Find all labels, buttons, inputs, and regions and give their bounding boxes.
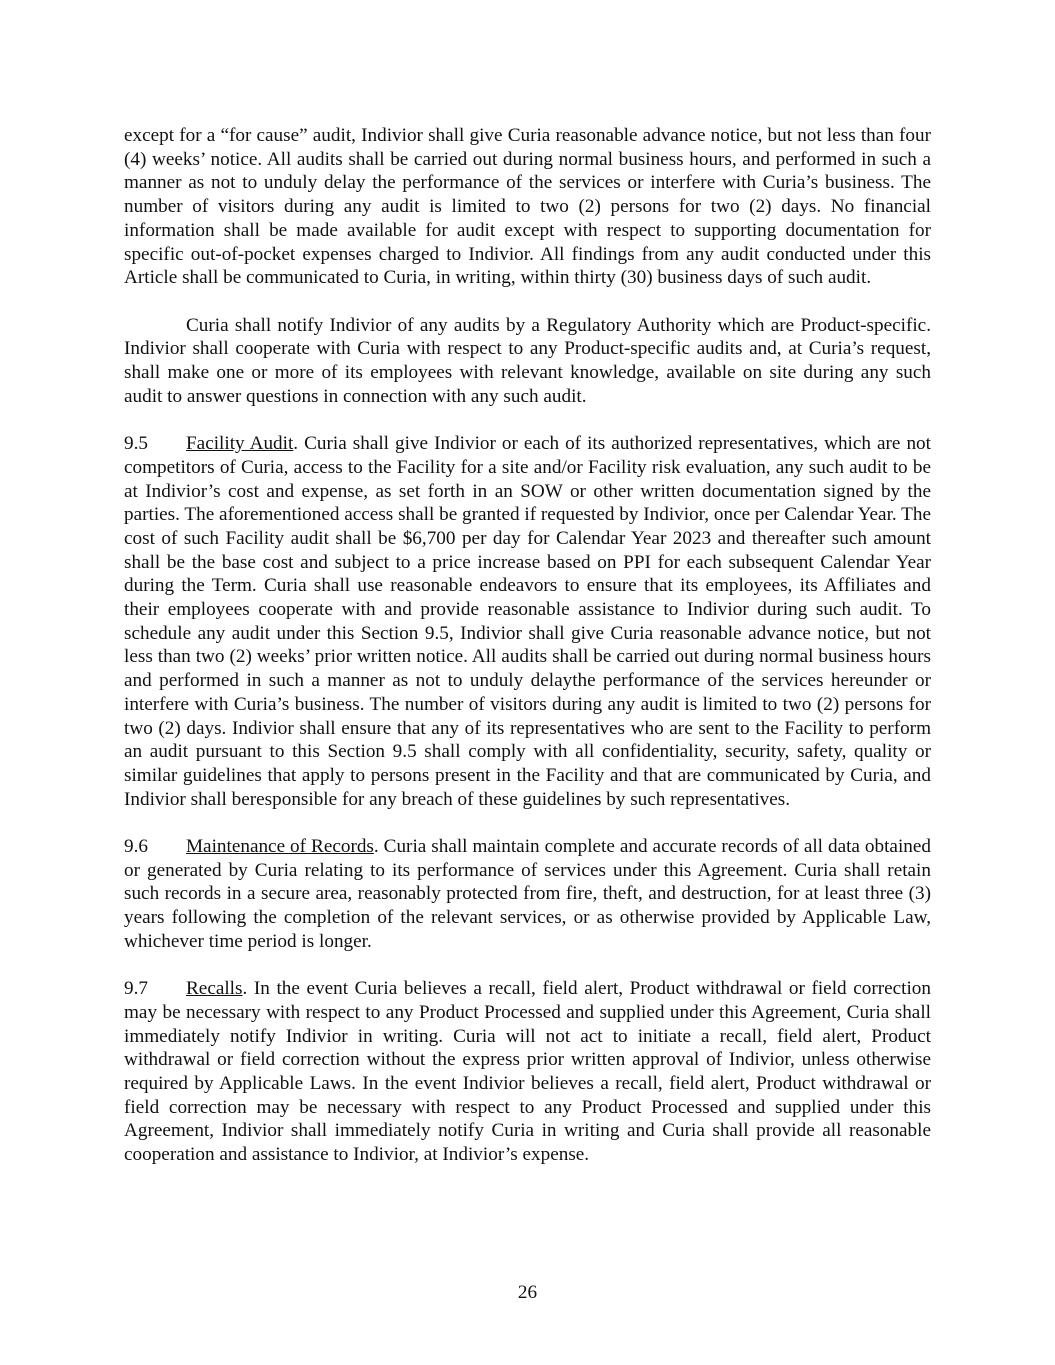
section-9-6-maintenance-of-records [124,835,931,954]
section-number: 9.6 [124,836,148,858]
section-number: 9.7 [124,978,148,1000]
paragraph-audit-notice: except for a “for cause” audit, Indivior shall give Curia reasonable advance notice, but not less than four (4) weeks’ notice. All audits shall be carried out during normal business hours, and performed in such a manner as not to unduly delay the performance of the services or interfere with Curia’s business. The number of visitors during any audit is limited to two (2) persons for two (2) days. No financial information shall be made available for audit except with respect to supporting documentation for specific out-of-pocket expenses charged to Indivior. All findings from any audit conducted under this Article shall be communicated to Curia, in writing, within thirty (30) business days of such audit. [124,125,931,289]
section-number: 9.5 [124,433,148,455]
section-body: . In the event Curia believes a recall, field alert, Product withdrawal or field correction may be necessary with respect to any Product Processed and supplied under this Agreement, Curia shall immediately notify Indivior in writing. Curia will not act to initiate a recall, field alert, Product withdrawal or field correction without the express prior written approval of Indivior, unless otherwise required by Applicable Laws. In the event Indivior believes a recall, field alert, Product withdrawal or field correction may be necessary with respect to any Product Processed and supplied under this Agreement, Indivior shall immediately notify Curia in writing and Curia shall provide all reasonable cooperation and assistance to Indivior, at Indivior’s expense. [124,978,931,1166]
document-page [124,124,931,1167]
section-heading: Recalls [186,978,243,1000]
section-heading: Facility Audit [186,433,294,455]
section-9-7-recalls [124,977,931,1167]
section-body: . Curia shall give Indivior or each of its authorized representatives, which are not competitors of Curia, access to the Facility for a site and/or Facility risk evaluation, any such audit to be at Indivior’s cost and expense, as set forth in an SOW or other written documentation signed by the parties. The aforementioned access shall be granted if requested by Indivior, once per Calendar Year. The cost of such Facility audit shall be $6,700 per day for Calendar Year 2023 and thereafter such amount shall be the base cost and subject to a price increase based on PPI for each subsequent Calendar Year during the Term. Curia shall use reasonable endeavors to ensure that its employees, its Affiliates and their employees cooperate with and provide reasonable assistance to Indivior during such audit. To schedule any audit under this Section 9.5, Indivior shall give Curia reasonable advance notice, but not less than two (2) weeks’ prior written notice. All audits shall be carried out during normal business hours and performed in such a manner as not to unduly delaythe performance of the services hereunder or interfere with Curia’s business. The number of visitors during any audit is limited to two (2) persons for two (2) days. Indivior shall ensure that any of its representatives who are sent to the Facility to perform an audit pursuant to this Section 9.5 shall comply with all confidentiality, security, safety, quality or similar guidelines that apply to persons present in the Facility and that are communicated by Curia, and Indivior shall beresponsible for any breach of these guidelines by such representatives. [124,433,931,810]
paragraph-spacer [124,954,931,978]
section-heading: Maintenance of Records [186,836,374,858]
section-body: . Curia shall maintain complete and accurate records of all data obtained or generated by Curia relating to its performance of services under this Agreement. Curia shall retain such records in a secure area, reasonably protected from fire, theft, and destruction, for at least three (3) years following the completion of the relevant services, or as otherwise provided by Applicable Law, whichever time period is longer. [124,836,931,952]
paragraph-spacer [124,811,931,835]
section-9-5-facility-audit [124,432,931,811]
paragraph-regulatory-audits: Curia shall notify Indivior of any audits by a Regulatory Authority which are Product-specific. Indivior shall cooperate with Curia with respect to any Product-specific audits and, at Curia’s request, shall make one or more of its employees with relevant knowledge, available on site during any such audit to answer questions in connection with any such audit. [124,314,931,407]
paragraph-spacer [124,408,931,432]
page-number: 26 [517,1282,538,1303]
paragraph-spacer [124,290,931,314]
